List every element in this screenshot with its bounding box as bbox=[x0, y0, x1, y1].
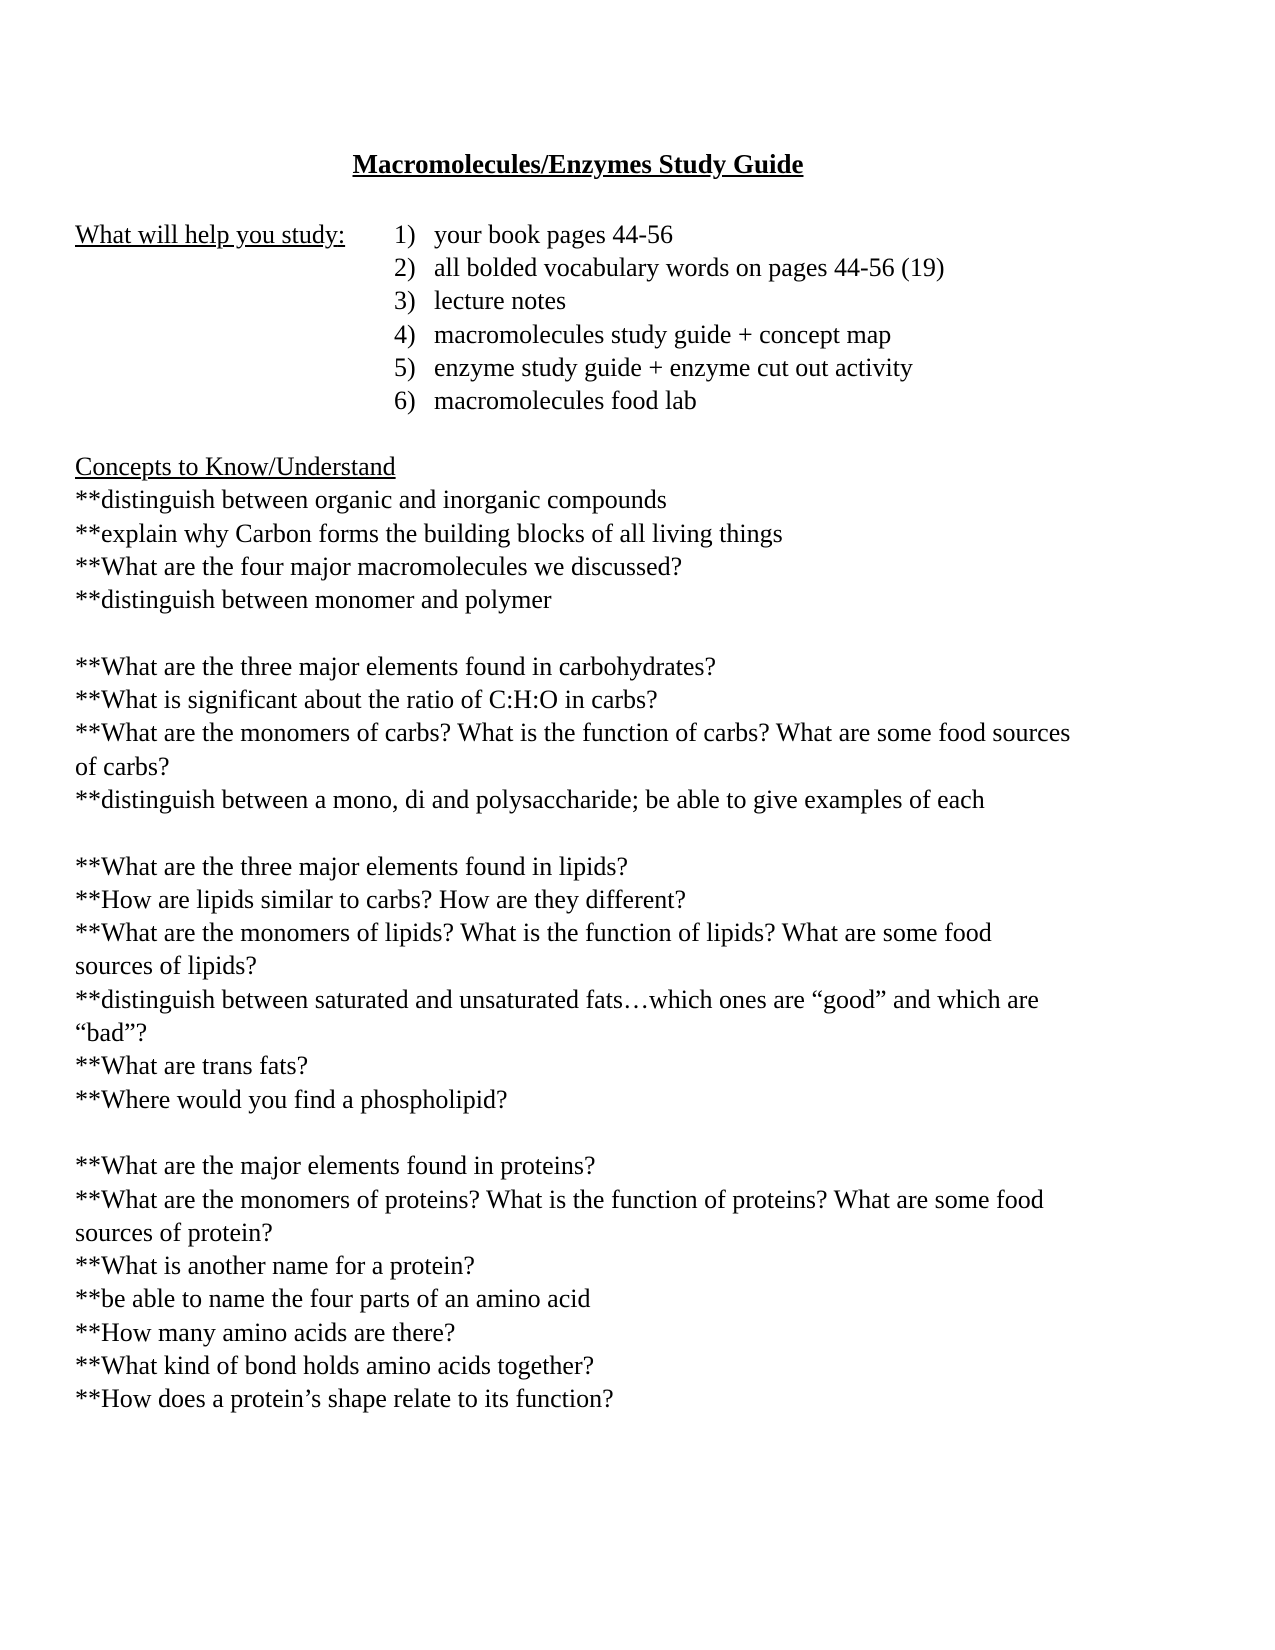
concept-item: **distinguish between a mono, di and polysaccharide; be able to give examples of each bbox=[75, 784, 985, 814]
section-spacer bbox=[75, 616, 1075, 649]
study-aid-text: macromolecules study guide + concept map bbox=[434, 319, 892, 349]
concept-item: **distinguish between monomer and polymer bbox=[75, 585, 552, 615]
concept-item: **What are the three major elements found in carbohydrates? bbox=[75, 651, 717, 681]
concept-item: **What is significant about the ratio of C:H:O in carbs? bbox=[75, 685, 658, 715]
page-title: Macromolecules/Enzymes Study Guide bbox=[352, 149, 804, 179]
concepts-heading: Concepts to Know/Understand bbox=[75, 452, 396, 481]
study-aid-number: 1) bbox=[394, 220, 416, 249]
study-aid-item bbox=[394, 351, 944, 384]
study-aid-number: 3) bbox=[394, 286, 416, 316]
concept-item: **What kind of bond holds amino acids together? bbox=[75, 1351, 595, 1381]
study-aid-number: 4) bbox=[394, 319, 416, 349]
study-aid-text: your book pages 44-56 bbox=[434, 220, 674, 249]
study-aid-text: macromolecules food lab bbox=[434, 386, 697, 416]
concept-item: **How many amino acids are there? bbox=[75, 1317, 456, 1347]
concept-item: **What is another name for a protein? bbox=[75, 1251, 475, 1281]
study-aids-label-text: What will help you study bbox=[75, 220, 338, 249]
concept-item: **What are the monomers of proteins? What is the function of proteins? What are some food sources of protein? bbox=[75, 1184, 1044, 1247]
concept-item: **What are the three major elements found in lipids? bbox=[75, 851, 629, 881]
study-aids-list bbox=[394, 218, 944, 417]
concept-item: **What are the monomers of carbs? What is the function of carbs? What are some food sources of carbs? bbox=[75, 718, 1071, 781]
study-aid-number: 6) bbox=[394, 386, 416, 416]
concept-item: **How does a protein’s shape relate to its function? bbox=[75, 1384, 614, 1414]
concept-item: **What are trans fats? bbox=[75, 1051, 309, 1081]
concept-item: **be able to name the four parts of an amino acid bbox=[75, 1284, 591, 1314]
study-aid-number: 2) bbox=[394, 253, 416, 283]
section-spacer bbox=[75, 816, 1075, 849]
concept-item: **What are the major elements found in proteins? bbox=[75, 1151, 596, 1181]
concept-item: **What are the monomers of lipids? What is the function of lipids? What are some food sources of lipids? bbox=[75, 918, 992, 981]
study-aid-item bbox=[394, 284, 944, 317]
study-aid-item bbox=[394, 218, 944, 251]
study-aid-text: lecture notes bbox=[434, 286, 567, 316]
concept-item: **explain why Carbon forms the building blocks of all living things bbox=[75, 518, 783, 548]
concepts-section bbox=[75, 450, 1075, 1416]
study-aid-text: all bolded vocabulary words on pages 44-56 (19) bbox=[434, 253, 945, 283]
study-aid-item bbox=[394, 251, 944, 284]
study-aids-label bbox=[75, 218, 345, 251]
study-aid-number: 5) bbox=[394, 352, 416, 382]
study-aid-item bbox=[394, 384, 944, 417]
concept-item: **Where would you find a phospholipid? bbox=[75, 1084, 508, 1114]
study-aid-text: enzyme study guide + enzyme cut out activity bbox=[434, 352, 913, 382]
section-spacer bbox=[75, 1116, 1075, 1149]
concept-item: **distinguish between saturated and unsaturated fats…which ones are “good” and which are “bad”? bbox=[75, 984, 1039, 1048]
concept-item: **distinguish between organic and inorganic compounds bbox=[75, 485, 667, 515]
study-aids-colon: : bbox=[337, 220, 346, 249]
study-aid-item bbox=[394, 318, 944, 351]
concept-item: **How are lipids similar to carbs? How are they different? bbox=[75, 884, 687, 914]
concept-item: **What are the four major macromolecules we discussed? bbox=[75, 551, 683, 581]
